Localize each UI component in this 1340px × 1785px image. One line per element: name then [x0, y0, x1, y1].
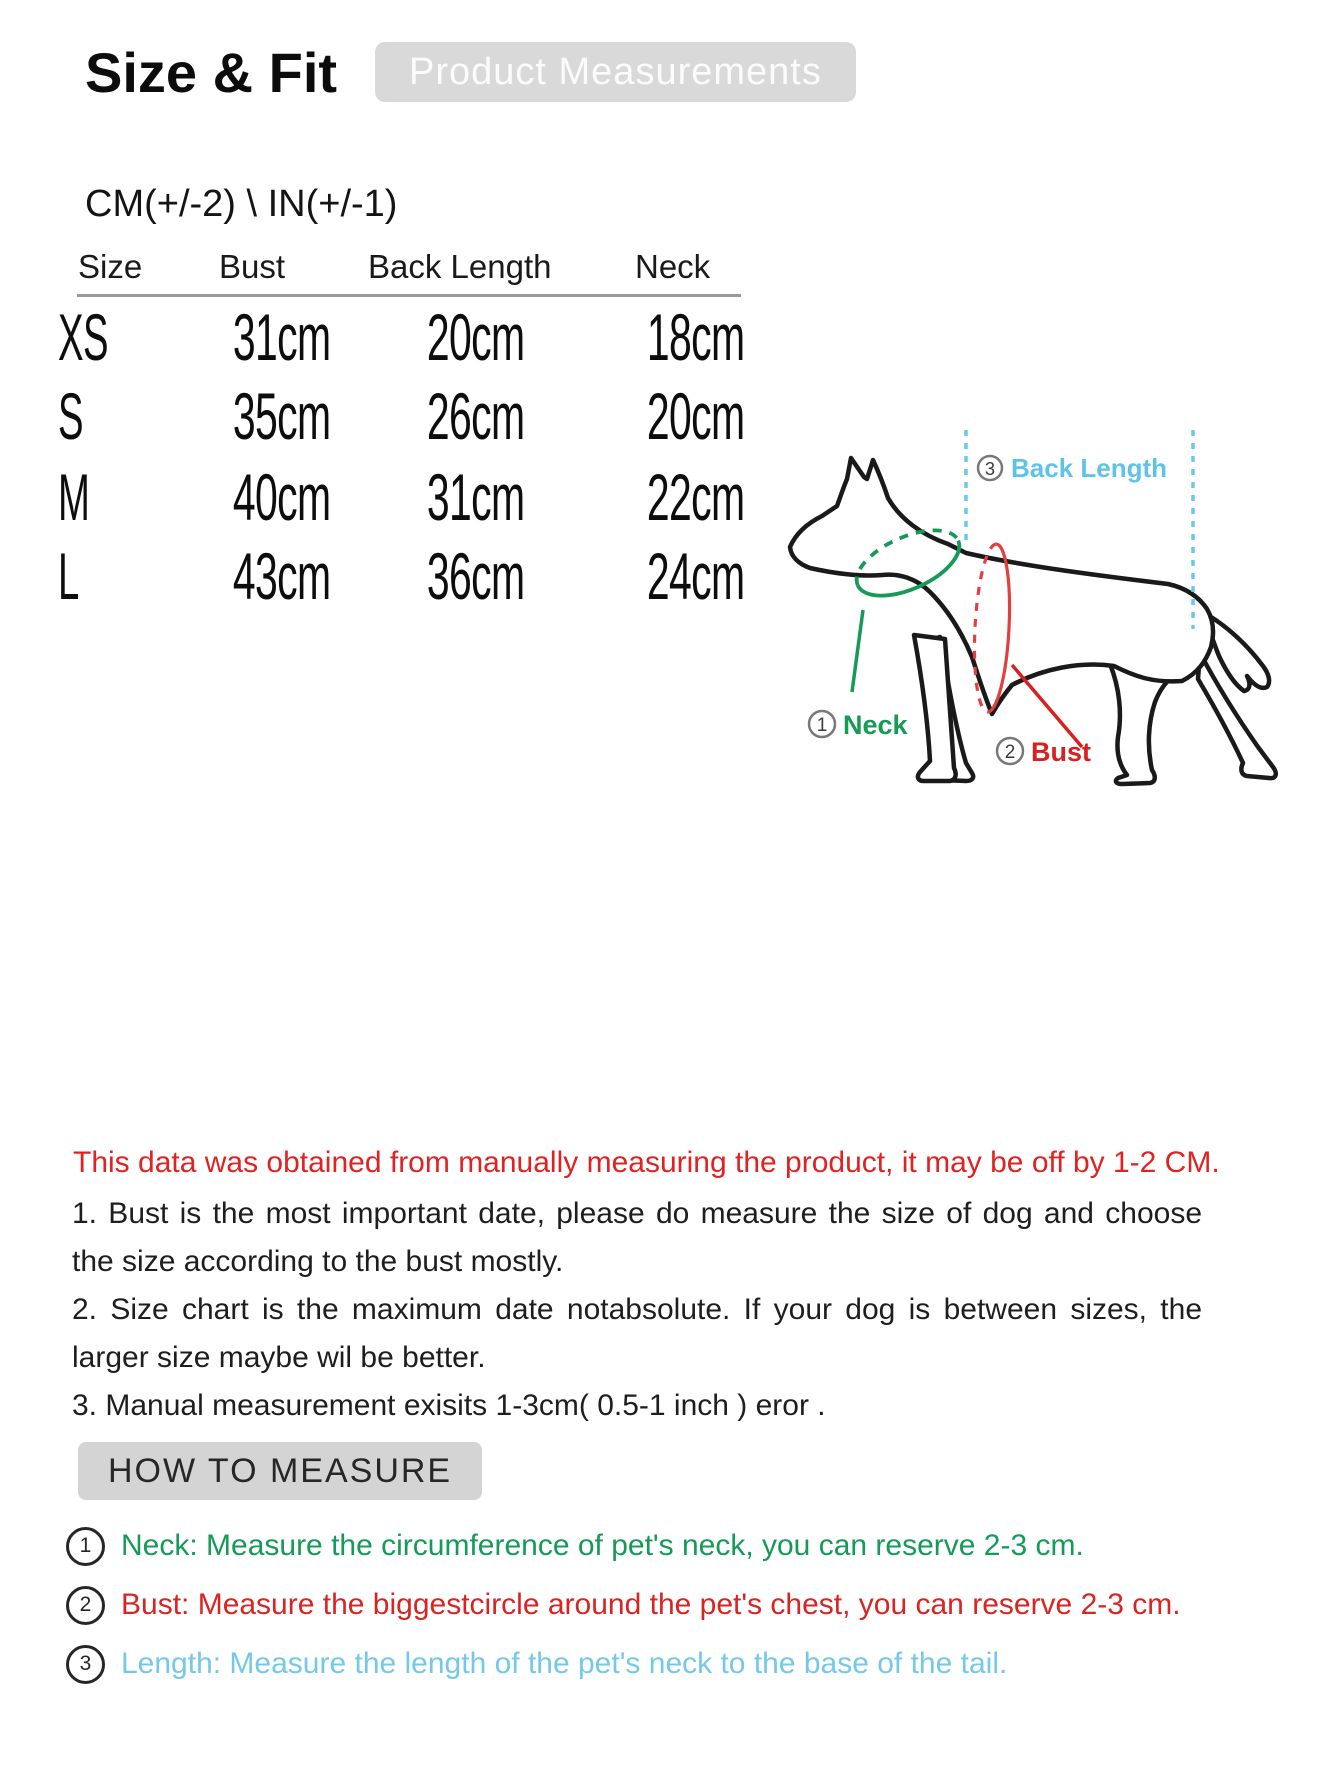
circled-1-number: 1: [816, 715, 828, 736]
neck-value: 22cm: [647, 460, 745, 534]
how-to-measure-heading: HOW TO MEASURE: [78, 1442, 482, 1500]
back-length-value: 31cm: [427, 460, 525, 534]
table-row: [0, 379, 820, 453]
back-length-callout: [978, 453, 1167, 483]
neck-pointer-line: [852, 610, 863, 692]
column-header-back-length: Back Length: [368, 248, 552, 285]
column-header-bust: Bust: [219, 248, 286, 285]
back-length-label: Back Length: [1011, 453, 1168, 483]
measure-step-text: Length: Measure the length of the pet's neck to the base of the tail.: [121, 1647, 1008, 1680]
neck-value: 20cm: [647, 379, 745, 453]
bust-label: Bust: [1031, 737, 1091, 767]
circled-2-icon: 2: [66, 1586, 105, 1625]
table-header-rule: [77, 294, 741, 297]
column-header-size: Size: [78, 248, 143, 285]
dog-diagram-svg: [770, 425, 1315, 810]
note-3: 3. Manual measurement exisits 1-3cm( 0.5-1 inch ) eror .: [72, 1389, 826, 1422]
table-row: [0, 300, 820, 374]
bust-value: 35cm: [233, 379, 331, 453]
measure-step-length: [66, 1644, 1266, 1684]
column-header-neck: Neck: [635, 248, 711, 285]
sizing-notes: [72, 1190, 1202, 1430]
table-row: [0, 539, 820, 613]
note-1: 1. Bust is the most important date, please do measure the size of dog and choose the size according to the bust mostly.: [72, 1197, 1202, 1278]
dog-front-near-leg: [914, 635, 956, 781]
bust-value: 40cm: [233, 460, 331, 534]
bust-callout: [997, 737, 1091, 767]
measure-step-text: Neck: Measure the circumference of pet's neck, you can reserve 2-3 cm.: [121, 1529, 1084, 1562]
circled-3-icon: 3: [66, 1645, 105, 1684]
page-title: Size & Fit: [85, 41, 338, 104]
bust-value: 43cm: [233, 539, 331, 613]
size-label: L: [58, 539, 79, 613]
bust-value: 31cm: [233, 300, 331, 374]
circled-3-number: 3: [984, 459, 996, 479]
measure-step-bust: [66, 1585, 1266, 1625]
neck-callout: [809, 710, 909, 740]
neck-value: 18cm: [647, 300, 745, 374]
bust-pointer-line: [1012, 665, 1082, 747]
size-label: XS: [58, 300, 108, 374]
back-length-value: 26cm: [427, 379, 525, 453]
tolerance-note: CM(+/-2) \ IN(+/-1): [85, 183, 398, 225]
note-2: 2. Size chart is the maximum date notabsolute. If your dog is between sizes, the larger size maybe wil be better.: [72, 1293, 1202, 1374]
measure-step-text: Bust: Measure the biggestcircle around the pet's chest, you can reserve 2-3 cm.: [121, 1588, 1181, 1621]
back-length-value: 20cm: [427, 300, 525, 374]
table-row: [0, 460, 820, 534]
size-label: S: [58, 379, 83, 453]
circled-2-number: 2: [1004, 742, 1016, 763]
size-label: M: [58, 460, 90, 534]
back-length-value: 36cm: [427, 539, 525, 613]
neck-value: 24cm: [647, 539, 745, 613]
measure-steps: [66, 1526, 1266, 1703]
circled-1-icon: 1: [66, 1527, 105, 1566]
measurement-disclaimer: This data was obtained from manually measuring the product, it may be off by 1-2 CM.: [73, 1146, 1220, 1179]
dog-measurement-diagram: [770, 425, 1315, 810]
product-measurements-badge: Product Measurements: [375, 42, 856, 102]
measure-step-neck: [66, 1526, 1266, 1566]
neck-label: Neck: [843, 710, 908, 740]
